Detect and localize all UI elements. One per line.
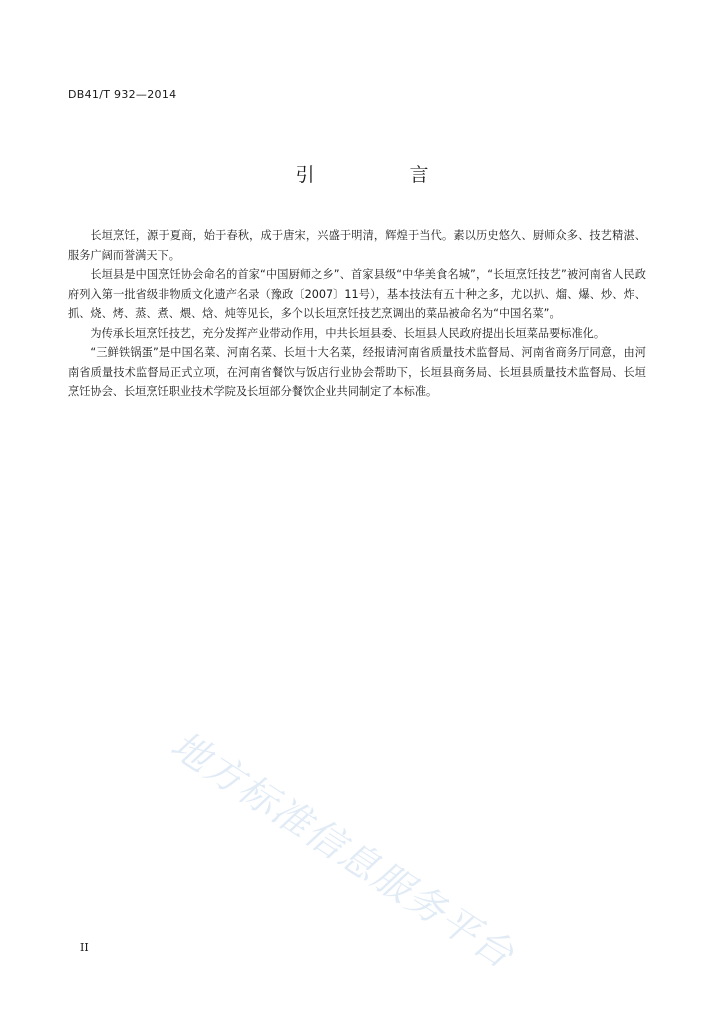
- page-number: II: [80, 941, 89, 954]
- paragraph-1: 长垣烹饪，源于夏商，始于春秋，成于唐宋，兴盛于明清，辉煌于当代。素以历史悠久、厨师众多、技艺精湛、服务广阔而誉满天下。: [68, 229, 646, 262]
- paragraph-2: 长垣县是中国烹饪协会命名的首家“中国厨师之乡”、首家县级“中华美食名城”，“长垣烹饪技艺”被河南省人民政府列入第一批省级非物质文化遗产名录（豫政〔2007〕11号），基本技法有五十种之多，尤以扒、熘、爆、炒、炸、抓、烧、烤、蒸、煮、煨、焓、炖等见长，多个以长垣烹饪技艺烹调出的菜品被命名为“中国名菜”。: [68, 268, 646, 320]
- section-title: 引 言: [295, 164, 467, 186]
- paragraph-4: “三鲜铁锅蛋”是中国名菜、河南名菜、长垣十大名菜，经报请河南省质量技术监督局、河南省商务厅同意，由河南省质量技术监督局正式立项，在河南省餐饮与饭店行业协会帮助下，长垣县商务局、长垣县质量技术监督局、长垣烹饪协会、长垣烹饪职业技术学院及长垣部分餐饮企业共同制定了本标准。: [68, 346, 646, 398]
- standard-code: DB41/T 932—2014: [68, 88, 177, 101]
- paragraph-3: 为传承长垣烹饪技艺，充分发挥产业带动作用，中共长垣县委、长垣县人民政府提出长垣菜品要标准化。: [90, 326, 606, 340]
- introduction-body: [68, 226, 646, 402]
- watermark: 地方标准信息服务平台: [163, 722, 523, 978]
